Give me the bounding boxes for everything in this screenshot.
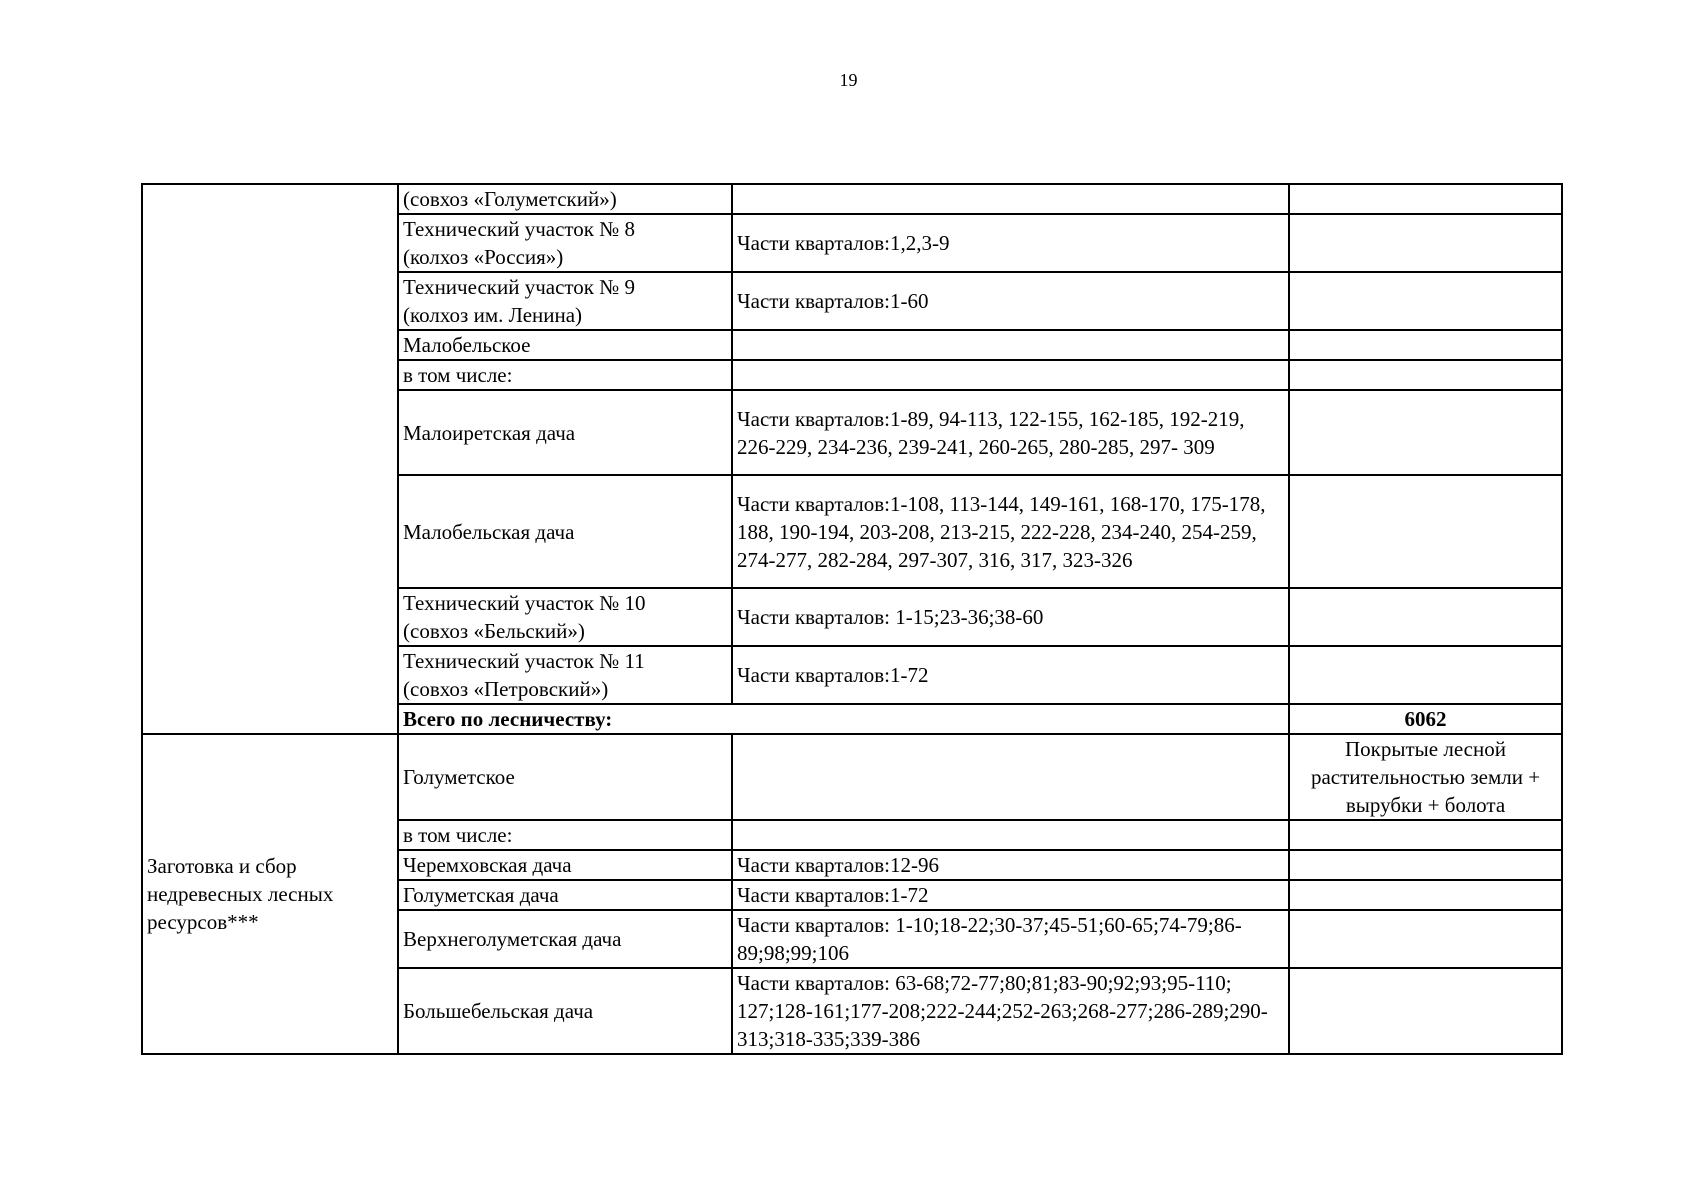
quarters-cell: Части кварталов:1-60: [732, 272, 1289, 330]
quarters-cell: Части кварталов: 1-15;23-36;38-60: [732, 588, 1289, 646]
name-line: Технический участок № 10: [403, 591, 646, 615]
activity-cell: Заготовка и сбор недревесных лесных ресурсов***: [142, 734, 398, 1054]
area-cell: [1289, 588, 1562, 646]
forestry-name: Голуметская дача: [398, 880, 732, 910]
area-cell: [1289, 184, 1562, 214]
quarters-cell: [732, 360, 1289, 390]
forestry-name: в том числе:: [398, 360, 732, 390]
name-line: (колхоз «Россия»): [403, 245, 564, 269]
quarters-cell: Части кварталов:1-108, 113-144, 149-161, 168-170, 175-178, 188, 190-194, 203-208, 213-215, 222-228, 234-240, 254-259, 274-277, 282-284, 297-307, 316, 317, 323-326: [732, 475, 1289, 588]
area-cell: Покрытые лесной растительностью земли + вырубки + болота: [1289, 734, 1562, 820]
name-line: Технический участок № 8: [403, 217, 636, 241]
forestry-name: Голуметское: [398, 734, 732, 820]
table-row: [142, 184, 1562, 214]
area-cell: [1289, 646, 1562, 704]
quarters-cell: Части кварталов: 1-10;18-22;30-37;45-51;60-65;74-79;86-89;98;99;106: [732, 910, 1289, 968]
area-cell: [1289, 272, 1562, 330]
page-number: 19: [839, 70, 858, 90]
table-row: [142, 734, 1562, 820]
forestry-name: Большебельская дача: [398, 968, 732, 1054]
quarters-cell: [732, 734, 1289, 820]
quarters-cell: [732, 820, 1289, 850]
forestry-name: [398, 646, 732, 704]
total-label: Всего по лесничеству:: [398, 704, 1289, 734]
forestry-table: [141, 183, 1563, 1055]
forestry-name: (совхоз «Голуметский»): [398, 184, 732, 214]
activity-cell: [142, 184, 398, 734]
forestry-name: Малоиретская дача: [398, 390, 732, 475]
area-cell: [1289, 968, 1562, 1054]
quarters-cell: [732, 184, 1289, 214]
name-line: Технический участок № 9: [403, 275, 636, 299]
forestry-name: Черемховская дача: [398, 850, 732, 880]
forestry-name: в том числе:: [398, 820, 732, 850]
quarters-cell: Части кварталов:1-72: [732, 646, 1289, 704]
name-line: Технический участок № 11: [403, 649, 645, 673]
forestry-name: [398, 272, 732, 330]
area-cell: [1289, 475, 1562, 588]
area-cell: [1289, 390, 1562, 475]
forestry-name: [398, 214, 732, 272]
total-value: 6062: [1289, 704, 1562, 734]
forestry-name: Малобельское: [398, 330, 732, 360]
quarters-cell: Части кварталов:1,2,3-9: [732, 214, 1289, 272]
area-cell: [1289, 850, 1562, 880]
quarters-cell: [732, 330, 1289, 360]
quarters-cell: Части кварталов:1-72: [732, 880, 1289, 910]
area-cell: [1289, 910, 1562, 968]
area-cell: [1289, 360, 1562, 390]
area-cell: [1289, 820, 1562, 850]
area-cell: [1289, 214, 1562, 272]
quarters-cell: Части кварталов: 63-68;72-77;80;81;83-90;92;93;95-110; 127;128-161;177-208;222-244;252-263;268-277;286-289;290-313;318-335;339-386: [732, 968, 1289, 1054]
name-line: (совхоз «Петровский»): [403, 677, 609, 701]
name-line: (совхоз «Бельский»): [403, 619, 585, 643]
name-line: (колхоз им. Ленина): [403, 303, 583, 327]
forestry-name: [398, 588, 732, 646]
forestry-name: Малобельская дача: [398, 475, 732, 588]
quarters-cell: Части кварталов:12-96: [732, 850, 1289, 880]
quarters-cell: Части кварталов:1-89, 94-113, 122-155, 162-185, 192-219, 226-229, 234-236, 239-241, 260-265, 280-285, 297- 309: [732, 390, 1289, 475]
forestry-name: Верхнеголуметская дача: [398, 910, 732, 968]
area-cell: [1289, 880, 1562, 910]
area-cell: [1289, 330, 1562, 360]
